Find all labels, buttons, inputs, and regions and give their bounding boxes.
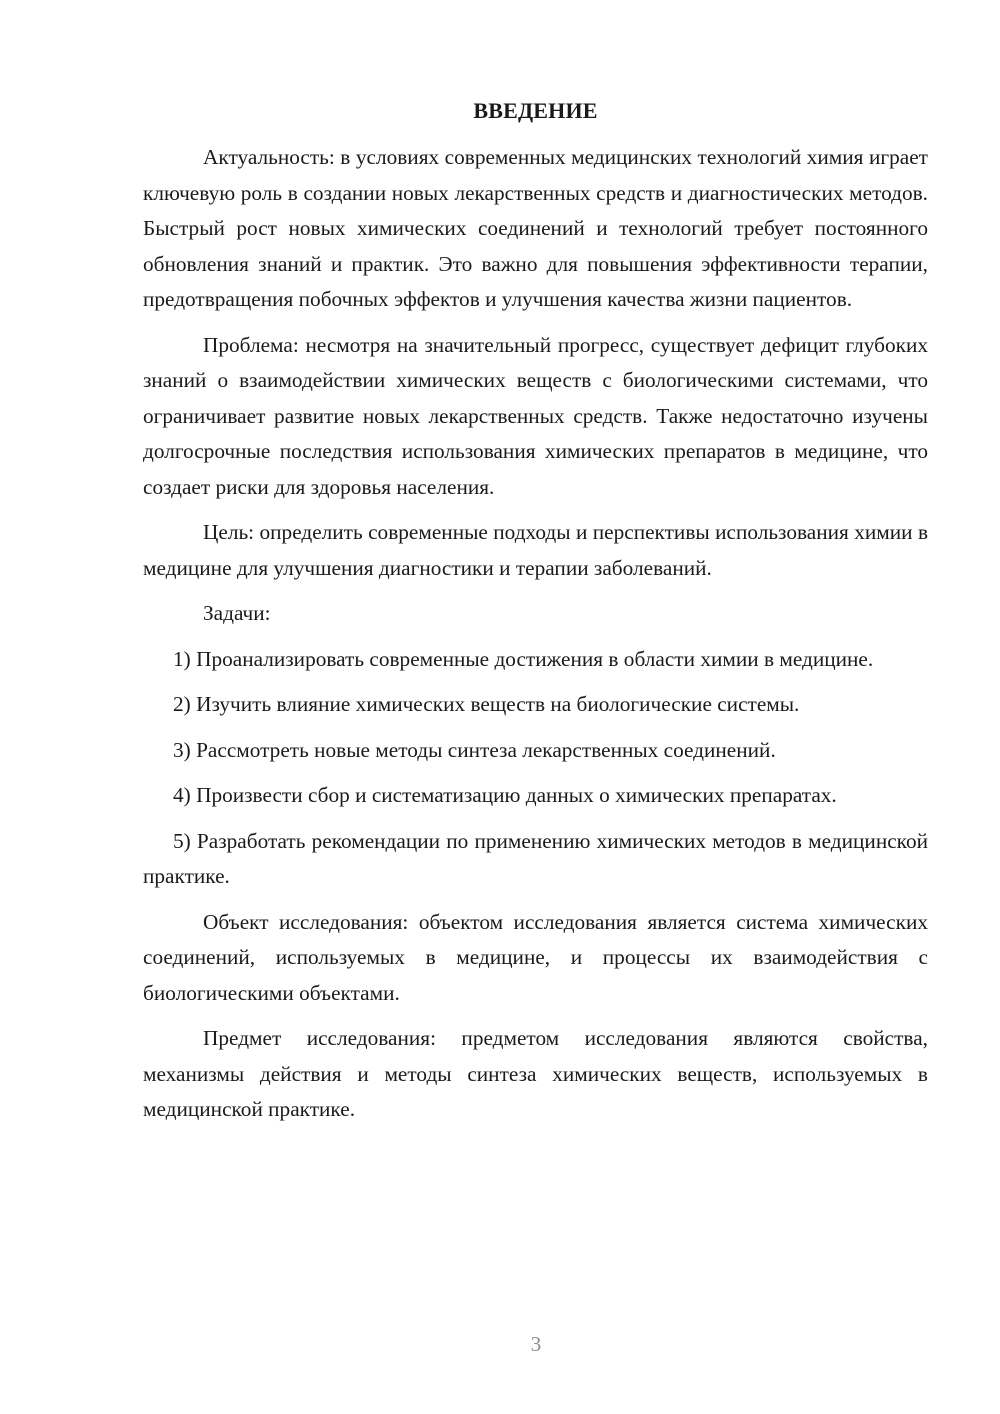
task-item-3: 3) Рассмотреть новые методы синтеза лекарственных соединений.	[173, 737, 776, 762]
task-item-2: 2) Изучить влияние химических веществ на биологические системы.	[173, 692, 800, 716]
task-item-1: 1) Проанализировать современные достижения в области химии в медицине.	[173, 646, 874, 671]
section-title: ВВЕДЕНИЕ	[473, 98, 598, 123]
page-number: 3	[530, 1332, 542, 1356]
task-item-4: 4) Произвести сбор и систематизацию данных о химических препаратах.	[173, 783, 837, 807]
relevance-paragraph: Актуальность: в условиях современных медицинских технологий химия играет ключевую роль в создании новых лекарственных средств и диагностических методов. Быстрый рост новых химических соединений и технологий требует постоянного обновления знаний и практик. Это важно для повышения эффективности терапии, предотвращения побочных эффектов и улучшения качества жизни пациентов.	[143, 145, 928, 311]
object-paragraph: Объект исследования: объектом исследования является система химических соединений, используемых в медицине, и процессы их взаимодействия с биологическими объектами.	[143, 909, 928, 1005]
subject-paragraph: Предмет исследования: предметом исследования являются свойства, механизмы действия и методы синтеза химических веществ, используемых в медицинской практике.	[143, 1026, 928, 1121]
task-item-5: 5) Разработать рекомендации по применению химических методов в медицинской практике.	[143, 828, 928, 888]
page-content	[143, 96, 928, 1138]
problem-paragraph: Проблема: несмотря на значительный прогресс, существует дефицит глубоких знаний о взаимодействии химических веществ с биологическими системами, что ограничивает развитие новых лекарственных средств. Также недостаточно изучены долгосрочные последствия использования химических препаратов в медицине, что создает риски для здоровья населения.	[143, 332, 928, 499]
tasks-heading: Задачи:	[203, 601, 271, 625]
goal-paragraph: Цель: определить современные подходы и перспективы использования химии в медицине для улучшения диагностики и терапии заболеваний.	[143, 520, 928, 580]
